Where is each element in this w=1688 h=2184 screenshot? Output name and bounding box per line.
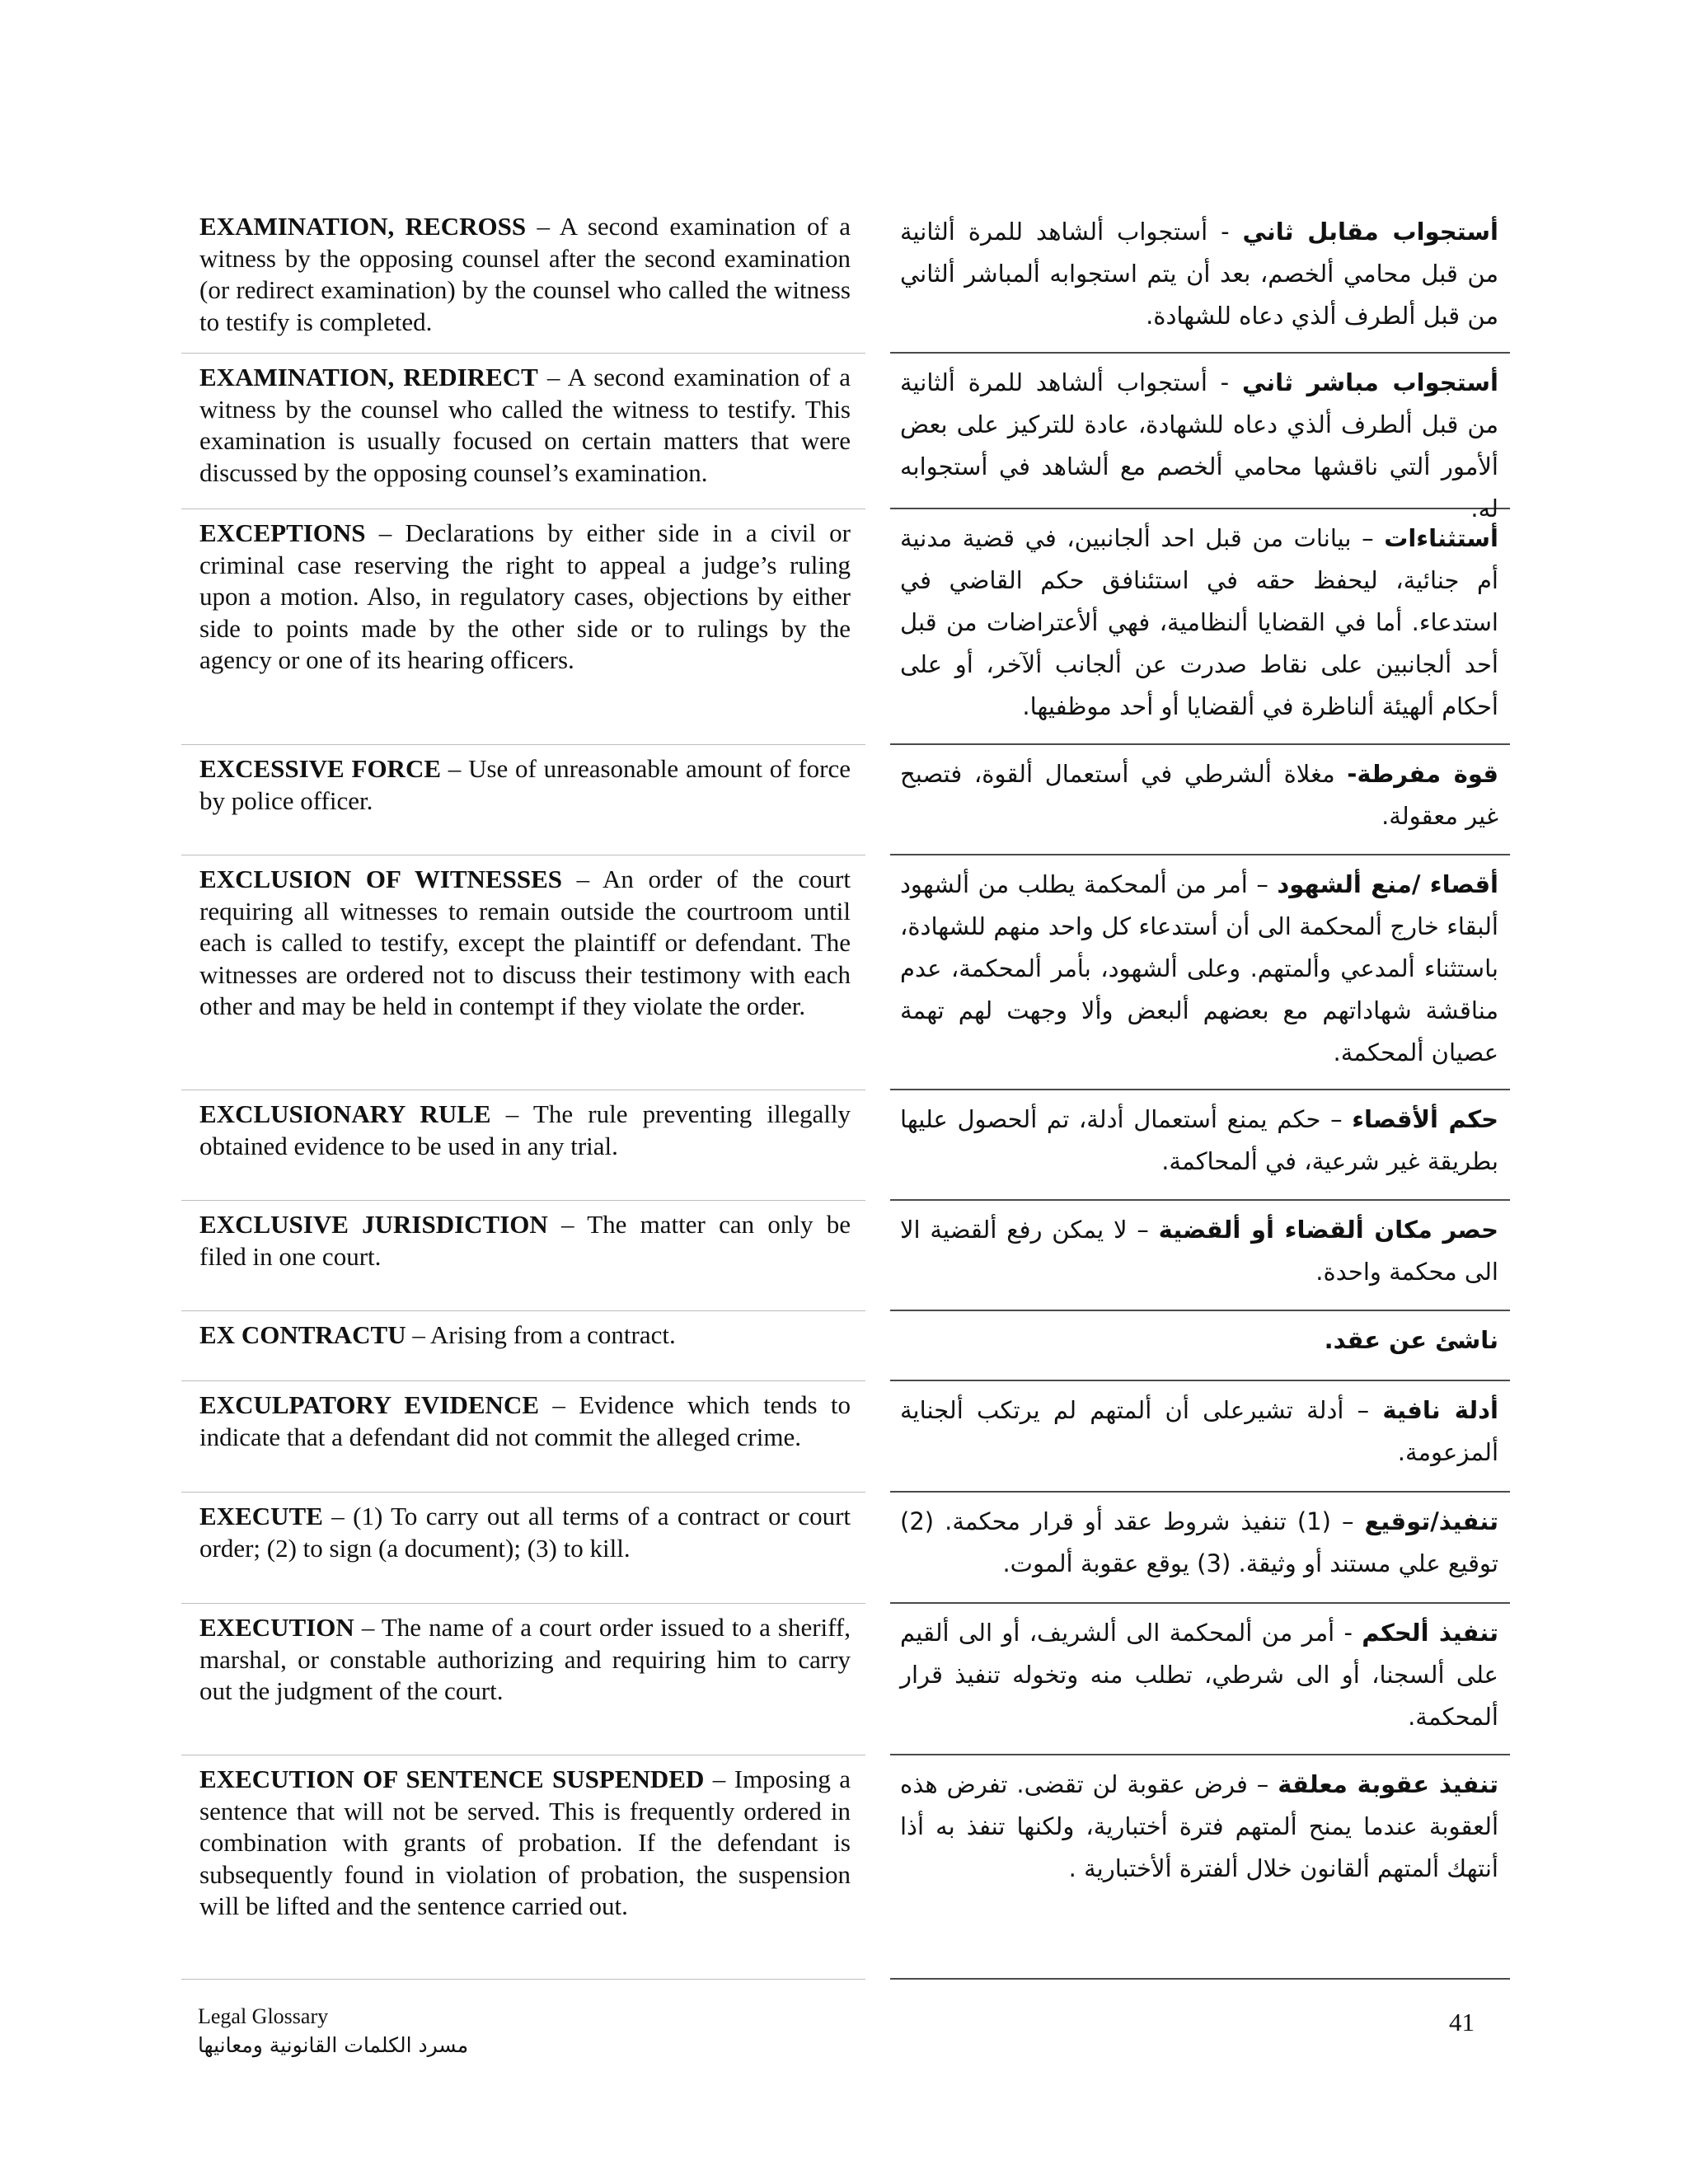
page-number: 41 — [1449, 2008, 1475, 2036]
arabic-text: – أدلة تشيرعلى أن ألمتهم لم يرتكب ألجناية ألمزعومة. — [900, 1396, 1498, 1466]
arabic-term: أستثناءات — [1384, 524, 1498, 552]
english-definition — [181, 1311, 865, 1381]
arabic-term: أدلة نافية — [1382, 1396, 1498, 1424]
english-definition — [181, 1493, 865, 1604]
arabic-text: مغلاة ألشرطي في أستعمال ألقوة، فتصبح غير معقولة. — [900, 760, 1498, 830]
footer-title: Legal Glossary — [198, 2004, 329, 2028]
arabic-definition — [890, 354, 1510, 523]
arabic-term: أقصاء /منع ألشهود — [1277, 870, 1498, 898]
glossary-entry — [181, 203, 1510, 354]
arabic-term: حصر مكان ألقضاء أو ألقضية — [1158, 1216, 1498, 1244]
english-term: EXCLUSIVE JURISDICTION — [199, 1210, 548, 1239]
english-term: EXCEPTIONS — [199, 518, 366, 547]
arabic-definition — [890, 509, 1510, 745]
glossary-entry — [181, 1311, 1510, 1381]
arabic-definition — [890, 745, 1510, 855]
english-term: EXAMINATION, RECROSS — [199, 212, 527, 241]
arabic-definition — [890, 1604, 1510, 1755]
glossary-entry — [181, 1755, 1510, 1980]
english-definition — [181, 745, 865, 855]
arabic-term: أستجواب مقابل ثاني — [1242, 218, 1498, 246]
arabic-definition — [890, 1493, 1510, 1604]
english-term: EXECUTION OF SENTENCE SUSPENDED — [199, 1765, 705, 1793]
arabic-text: – (1) تنفيذ شروط عقد أو قرار محكمة. (2) توقيع علي مستند أو وثيقة. (3) يوقع عقوبة ألموت. — [900, 1507, 1498, 1577]
footer — [198, 2004, 468, 2062]
arabic-term: تنفيذ عقوبة معلقة — [1278, 1770, 1499, 1798]
english-text: – Use of unreasonable amount of force by police officer. — [199, 754, 851, 815]
english-text: – (1) To carry out all terms of a contract or court order; (2) to sign (a document); (3) to kill. — [199, 1502, 851, 1563]
arabic-term: قوة مفرطة- — [1347, 760, 1498, 788]
english-term: EXCULPATORY EVIDENCE — [199, 1390, 540, 1419]
arabic-definition — [890, 1381, 1510, 1493]
arabic-definition — [890, 855, 1510, 1090]
english-definition — [181, 855, 865, 1090]
arabic-definition — [890, 203, 1510, 354]
arabic-text: - أمر من ألمحكمة الى ألشريف، أو الى ألقيم على ألسجنا، أو الى شرطي، تطلب منه وتخوله تنفيذ قرار ألمحكمة. — [900, 1619, 1498, 1731]
english-text: – The rule preventing illegally obtained evidence to be used in any trial. — [199, 1099, 851, 1160]
english-text: – A second examination of a witness by the counsel who called the witness to testify. This examination is usually focused on certain matters that were discussed by the opposing counsel’s examination. — [199, 363, 851, 487]
english-term: EXECUTE — [199, 1502, 323, 1530]
glossary-entry — [181, 745, 1510, 855]
glossary-entry — [181, 354, 1510, 523]
english-definition — [181, 1090, 865, 1201]
english-term: EXCLUSIONARY RULE — [199, 1099, 491, 1128]
glossary-entry — [181, 1381, 1510, 1493]
english-term: EX CONTRACTU — [199, 1320, 406, 1349]
arabic-text: – بيانات من قبل احد ألجانبين، في قضية مدنية أم جنائية، ليحفظ حقه في استئنافق حكم القاضي في استدعاء. أما في القضايا ألنظامية، فهي ألأعتراضات من قبل أحد ألجانبين على نقاط صدرت عن ألجانب ألآخر، أو على أحكام ألهيئة ألناظرة في ألقضايا أو أحد موظفيها. — [900, 524, 1498, 720]
glossary-entry — [181, 1493, 1510, 1604]
english-definition — [181, 1604, 865, 1755]
arabic-term: أستجواب مباشر ثاني — [1241, 368, 1498, 396]
arabic-definition — [890, 1755, 1510, 1980]
footer-arabic-title: مسرد الكلمات القانونية ومعانيها — [198, 2033, 469, 2057]
arabic-text: – أمر من ألمحكمة يطلب من ألشهود ألبقاء خارج ألمحكمة الى أن أستدعاء كل واحد منهم للشهادة، باستثناء ألمدعي وألمتهم. وعلى ألشهود، بأمر ألمحكمة، عدم مناقشة شهاداتهم مع بعضهم ألبعض وألا وجهت لهم تهمة عصيان ألمحكمة. — [900, 870, 1498, 1066]
arabic-term: تنفيذ ألحكم — [1362, 1619, 1499, 1647]
arabic-term: حكم ألأقصاء — [1352, 1105, 1498, 1133]
english-definition — [181, 1755, 865, 1980]
arabic-text: - أستجواب ألشاهد للمرة ألثانية من قبل ألطرف ألذي دعاه للشهادة، عادة للتركيز على بعض ألأمور ألتي ناقشها محامي ألخصم مع ألشاهد في أستجوابه له. — [900, 368, 1498, 523]
english-term: EXCESSIVE FORCE — [199, 754, 442, 783]
english-text: – Declarations by either side in a civil or criminal case reserving the right to appeal a judge’s ruling upon a motion. Also, in regulatory cases, objections by either side to points made by the other side or to rulings by the agency or one of its hearing officers. — [199, 518, 851, 674]
glossary-entry — [181, 855, 1510, 1090]
arabic-definition — [890, 1090, 1510, 1201]
english-text: – Arising from a contract. — [406, 1320, 676, 1349]
arabic-term: ناشئ عن عقد. — [1324, 1326, 1498, 1354]
glossary-entry — [181, 509, 1510, 745]
arabic-definition — [890, 1201, 1510, 1311]
glossary-table — [181, 203, 1510, 1980]
arabic-text: – حكم يمنع أستعمال أدلة، تم ألحصول عليها بطريقة غير شرعية، في ألمحاكمة. — [900, 1105, 1498, 1175]
arabic-term: تنفيذ/توقيع — [1364, 1507, 1498, 1535]
english-definition — [181, 354, 865, 509]
english-text: – The matter can only be filed in one court. — [199, 1210, 851, 1271]
arabic-text: – فرض عقوبة لن تقضى. تفرض هذه ألعقوبة عندما يمنح ألمتهم فترة أختبارية، ولكنها تنفذ به أذا أنتهك ألمتهم ألقانون خلال ألفترة ألأختبارية . — [900, 1770, 1498, 1882]
english-text: – Evidence which tends to indicate that a defendant did not commit the alleged crime. — [199, 1390, 851, 1451]
english-definition — [181, 1201, 865, 1311]
english-definition — [181, 203, 865, 354]
arabic-definition — [890, 1311, 1510, 1381]
english-text: – An order of the court requiring all witnesses to remain outside the courtroom until each is called to testify, except the plaintiff or defendant. The witnesses are ordered not to discuss their testimony with each other and may be held in contempt if they violate the order. — [199, 865, 851, 1020]
english-text: – A second examination of a witness by the opposing counsel after the second examination (or redirect examination) by the counsel who called the witness to testify is completed. — [199, 212, 851, 336]
glossary-entry — [181, 1604, 1510, 1755]
arabic-text: - أستجواب ألشاهد للمرة ألثانية من قبل محامي ألخصم، بعد أن يتم استجوابه ألمباشر ألثاني من قبل ألطرف ألذي دعاه للشهادة. — [900, 218, 1498, 330]
english-definition — [181, 509, 865, 745]
glossary-entry — [181, 1201, 1510, 1311]
english-definition — [181, 1381, 865, 1493]
english-text: – The name of a court order issued to a sheriff, marshal, or constable authorizing and requiring him to carry out the judgment of the court. — [199, 1613, 851, 1705]
english-term: EXCLUSION OF WITNESSES — [199, 865, 563, 893]
english-term: EXECUTION — [199, 1613, 354, 1642]
english-text: – Imposing a sentence that will not be served. This is frequently ordered in combination with grants of probation. If the defendant is subsequently found in violation of probation, the suspension will be lifted and the sentence carried out. — [199, 1765, 851, 1920]
english-term: EXAMINATION, REDIRECT — [199, 363, 538, 391]
glossary-entry — [181, 1090, 1510, 1201]
arabic-text: – لا يمكن رفع ألقضية الا الى محكمة واحدة. — [900, 1216, 1498, 1286]
